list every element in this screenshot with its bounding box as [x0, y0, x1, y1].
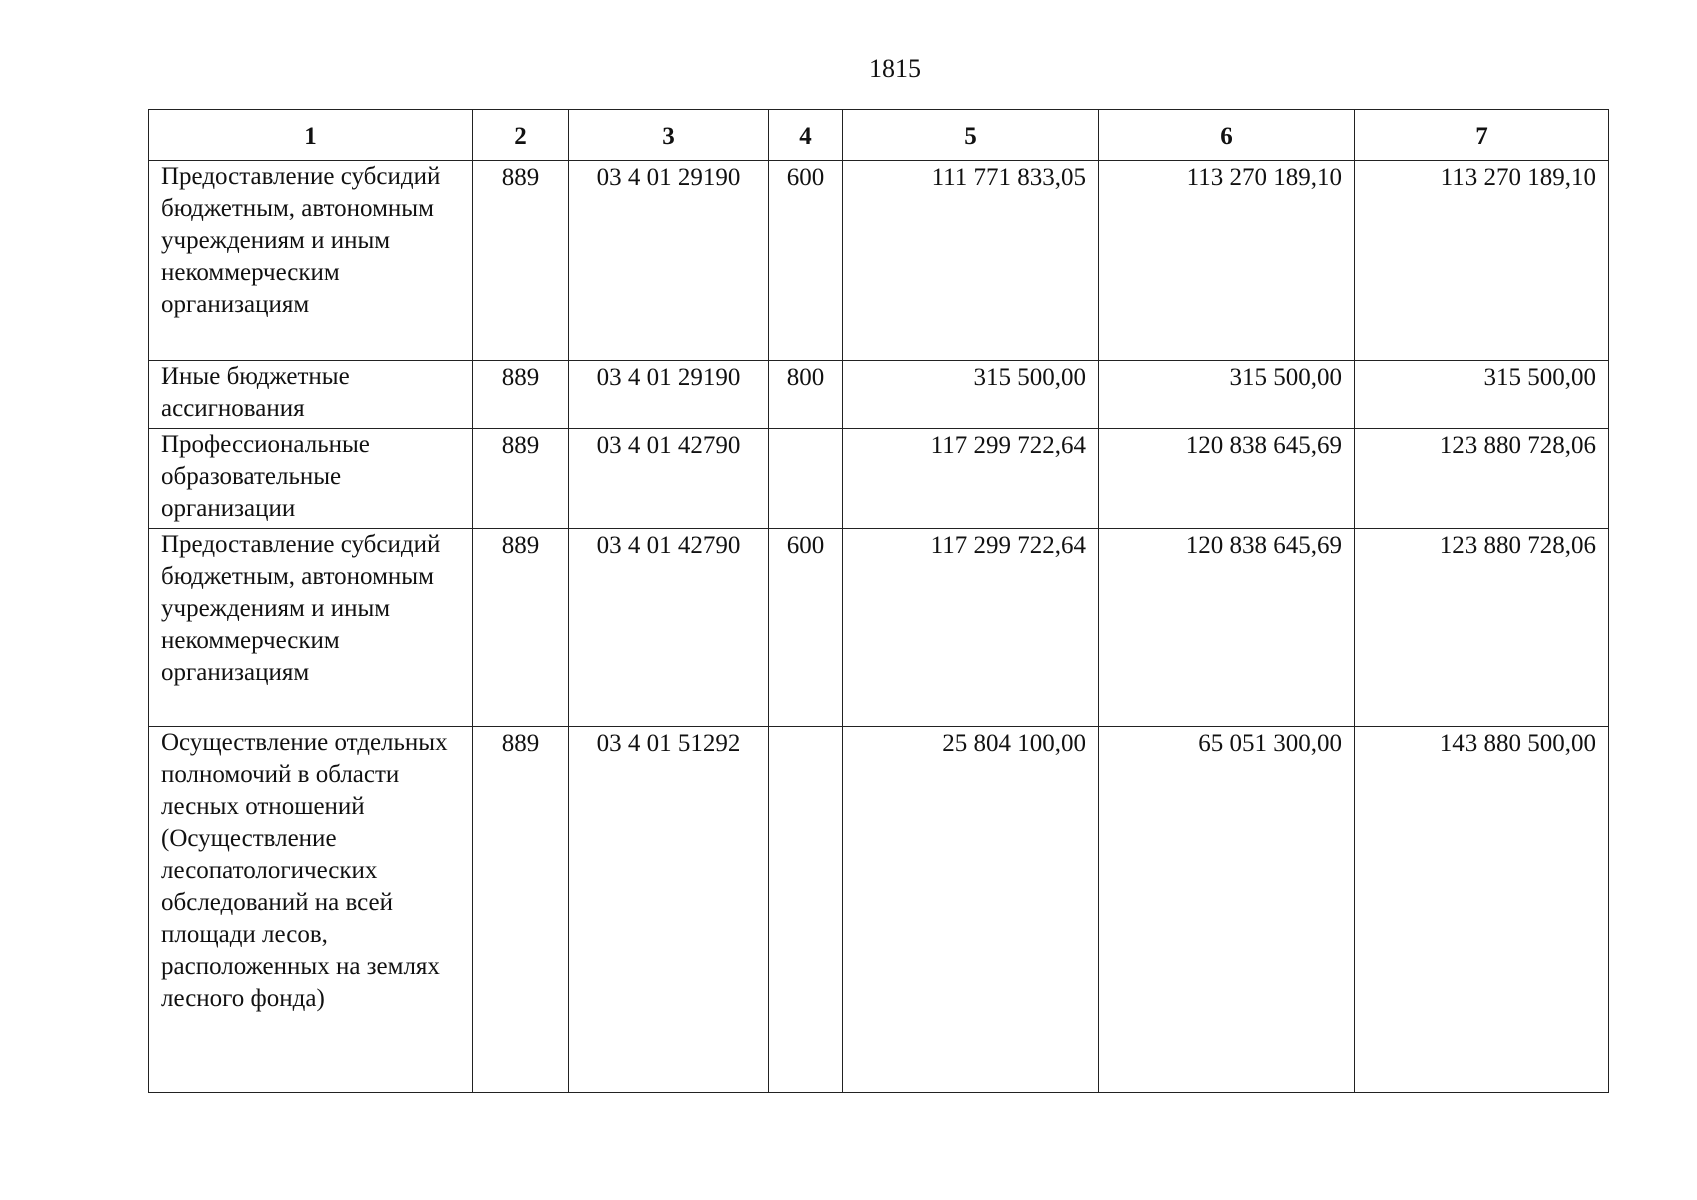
- code-cell: 889: [473, 161, 569, 361]
- amount-cell-7: 123 880 728,06: [1355, 429, 1609, 529]
- table-row: [149, 361, 1609, 429]
- code-cell: 889: [473, 727, 569, 1093]
- amount-cell-5: 111 771 833,05: [843, 161, 1099, 361]
- type-cell: 800: [769, 361, 843, 429]
- table-row: [149, 727, 1609, 1093]
- amount-cell-7: 315 500,00: [1355, 361, 1609, 429]
- amount-cell-6: 113 270 189,10: [1099, 161, 1355, 361]
- code-cell: 889: [473, 429, 569, 529]
- row-name-cell: Иные бюджетные ассигнования: [149, 361, 473, 429]
- type-cell: 600: [769, 529, 843, 727]
- page-number: 1815: [869, 54, 921, 83]
- type-cell: 600: [769, 161, 843, 361]
- column-header: 2: [473, 110, 569, 161]
- column-header: 5: [843, 110, 1099, 161]
- column-header: 7: [1355, 110, 1609, 161]
- amount-cell-5: 315 500,00: [843, 361, 1099, 429]
- row-name-cell: Осуществление отдельных полномочий в области лесных отношений (Осуществление лесопатологических обследований на всей площади лесов, расположенных на землях лесного фонда): [149, 727, 473, 1093]
- column-header: 4: [769, 110, 843, 161]
- row-name-cell: Предоставление субсидий бюджетным, автономным учреждениям и иным некоммерческим организациям: [149, 161, 473, 361]
- article-cell: 03 4 01 29190: [569, 361, 769, 429]
- row-name-cell: Профессиональные образовательные организации: [149, 429, 473, 529]
- table-row: [149, 529, 1609, 727]
- table-row: [149, 161, 1609, 361]
- type-cell: [769, 429, 843, 529]
- amount-cell-5: 117 299 722,64: [843, 429, 1099, 529]
- amount-cell-6: 120 838 645,69: [1099, 429, 1355, 529]
- amount-cell-5: 117 299 722,64: [843, 529, 1099, 727]
- amount-cell-6: 65 051 300,00: [1099, 727, 1355, 1093]
- article-cell: 03 4 01 29190: [569, 161, 769, 361]
- amount-cell-6: 120 838 645,69: [1099, 529, 1355, 727]
- article-cell: 03 4 01 42790: [569, 429, 769, 529]
- amount-cell-6: 315 500,00: [1099, 361, 1355, 429]
- table-row: [149, 429, 1609, 529]
- amount-cell-7: 143 880 500,00: [1355, 727, 1609, 1093]
- amount-cell-7: 123 880 728,06: [1355, 529, 1609, 727]
- budget-table: [148, 109, 1609, 1093]
- article-cell: 03 4 01 51292: [569, 727, 769, 1093]
- row-name-cell: Предоставление субсидий бюджетным, автономным учреждениям и иным некоммерческим организациям: [149, 529, 473, 727]
- column-header: 3: [569, 110, 769, 161]
- article-cell: 03 4 01 42790: [569, 529, 769, 727]
- amount-cell-7: 113 270 189,10: [1355, 161, 1609, 361]
- amount-cell-5: 25 804 100,00: [843, 727, 1099, 1093]
- column-header: 6: [1099, 110, 1355, 161]
- type-cell: [769, 727, 843, 1093]
- code-cell: 889: [473, 361, 569, 429]
- column-header: 1: [149, 110, 473, 161]
- header-row: [149, 110, 1609, 161]
- code-cell: 889: [473, 529, 569, 727]
